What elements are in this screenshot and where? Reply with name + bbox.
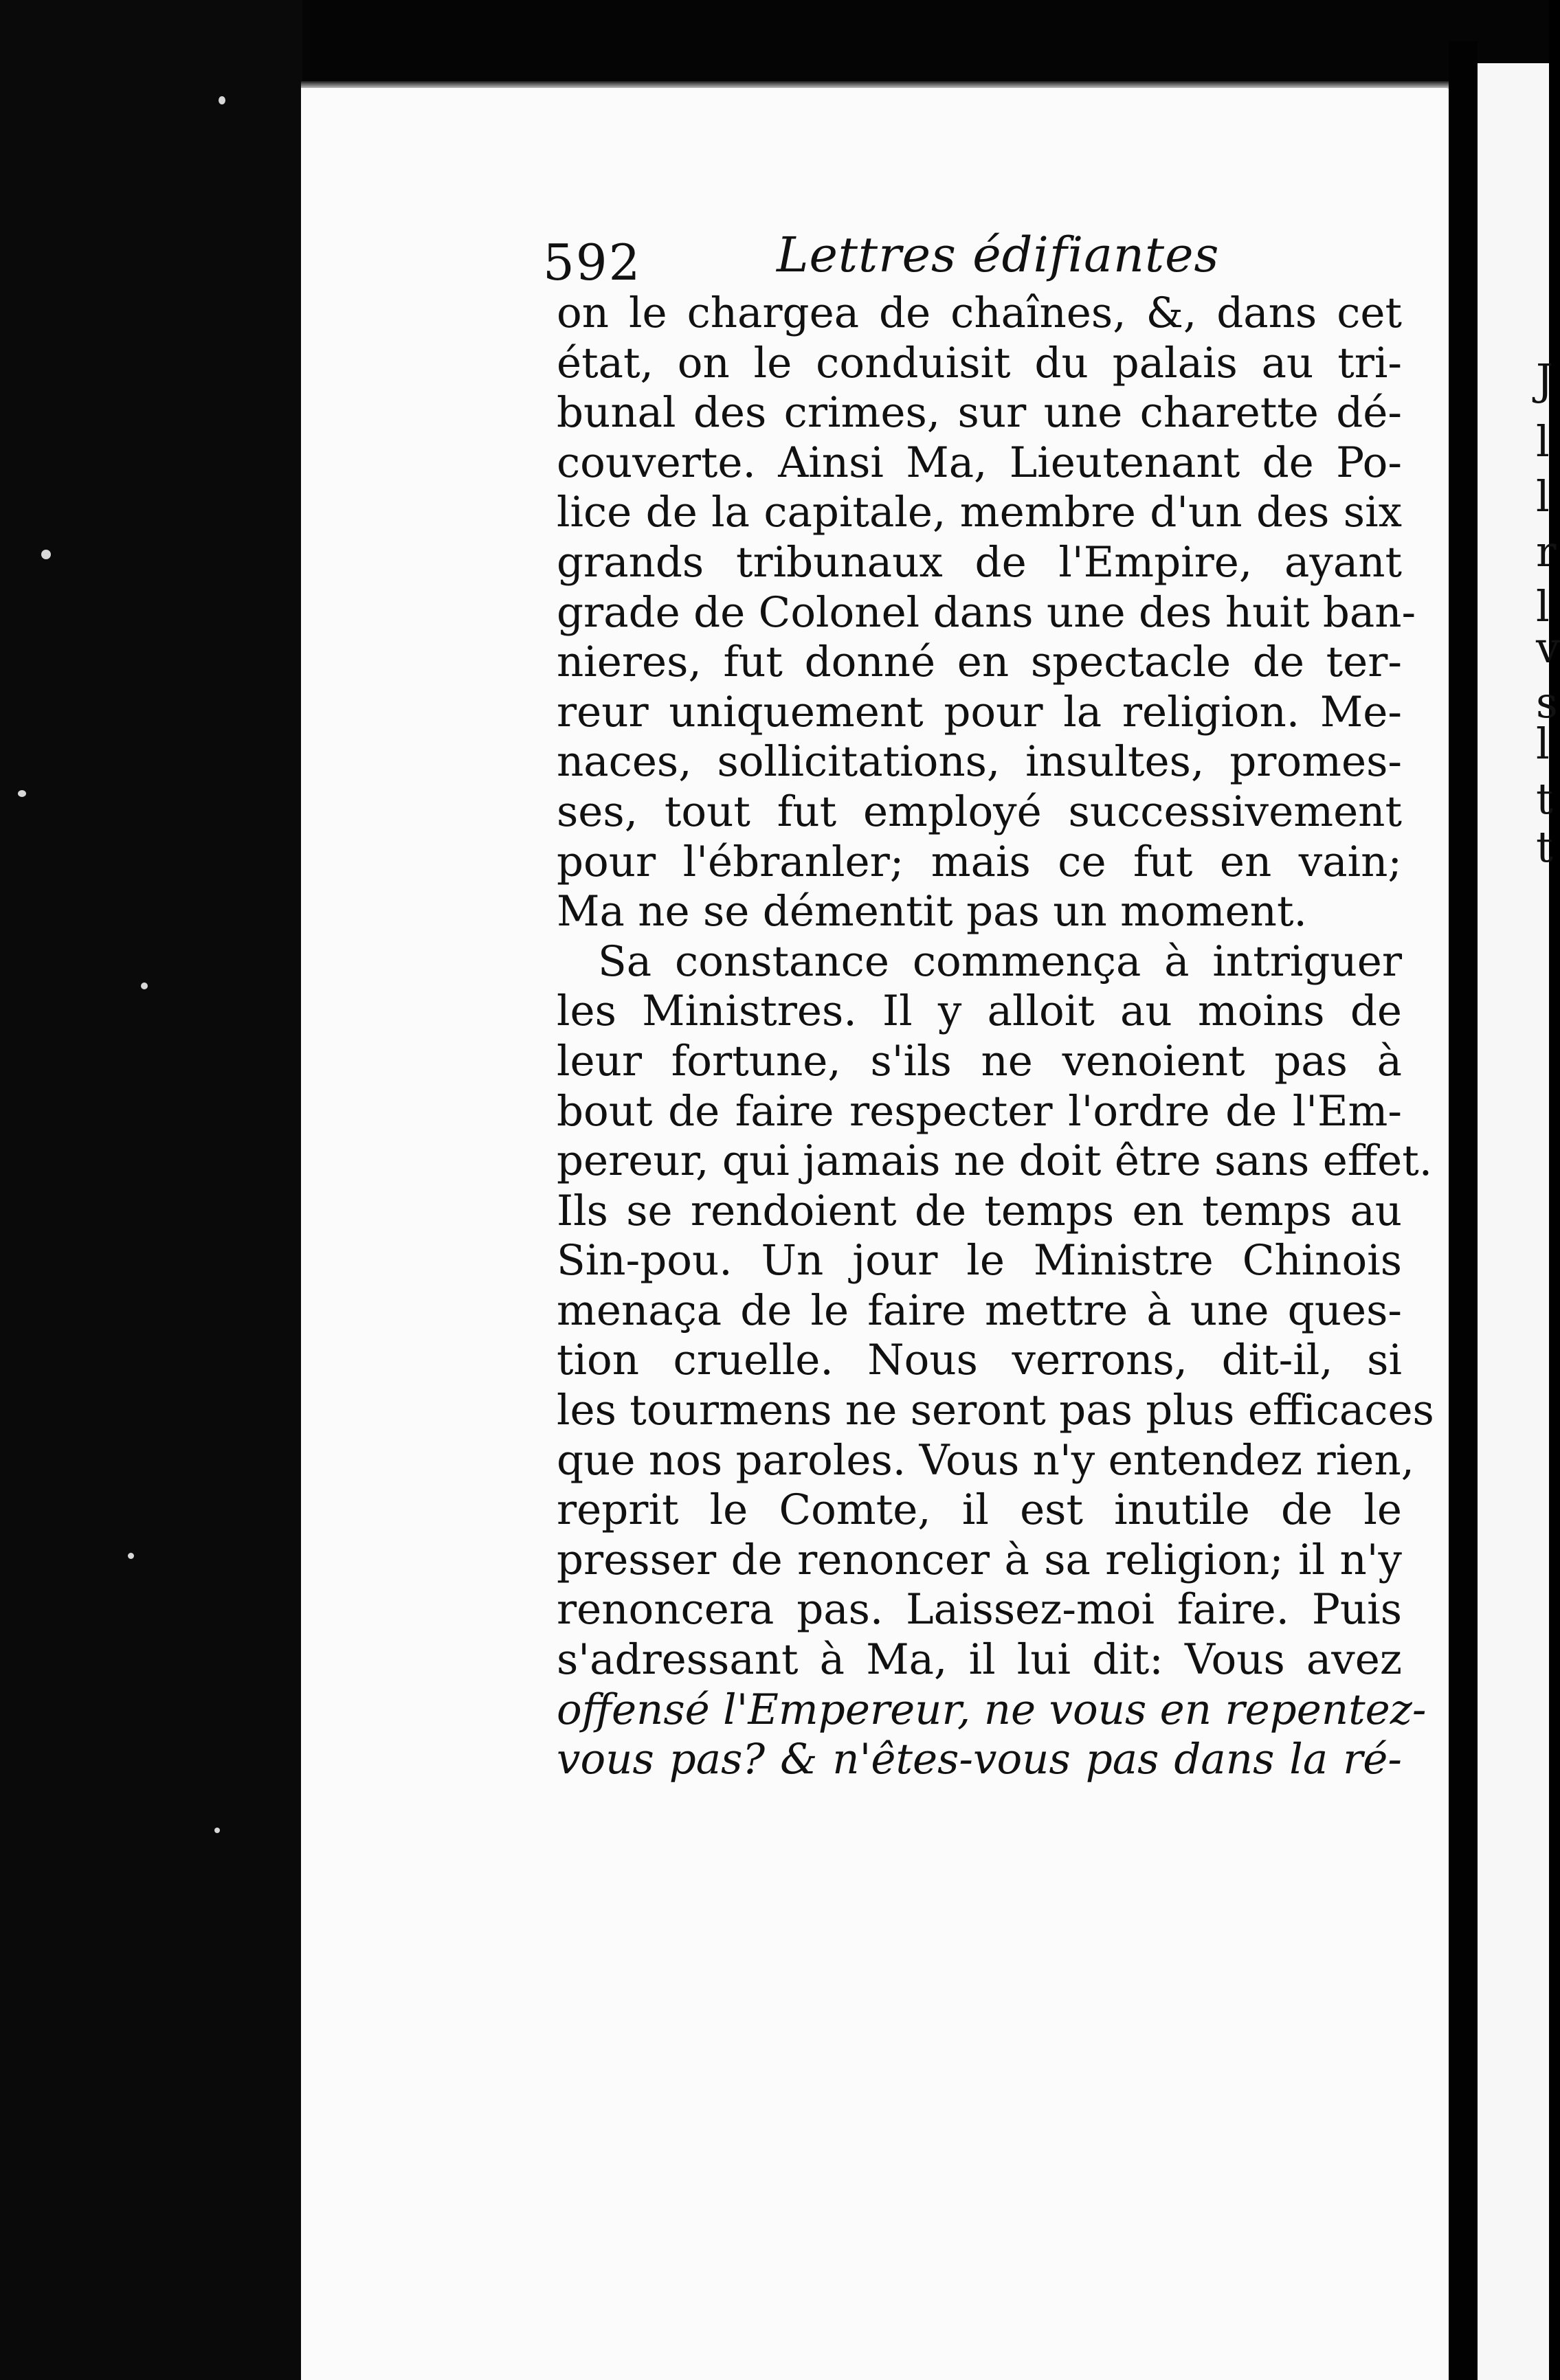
text-line: naces, sollicitations, insultes, promes- xyxy=(557,737,1402,787)
paragraph-start-line: Sa constance commença à intriguer xyxy=(598,936,1402,986)
text-line-italic: vous pas? & n'êtes-vous pas dans la ré- xyxy=(557,1735,1402,1784)
page-number: 592 xyxy=(543,234,642,291)
text-line: ses, tout fut employé successivement xyxy=(557,787,1402,836)
text-line: lice de la capitale, membre d'un des six xyxy=(557,488,1402,537)
text-line: on le chargea de chaînes, &, dans cet xyxy=(557,289,1402,337)
text-line: grade de Colonel dans une des huit ban- xyxy=(557,587,1416,637)
text-line: leur fortune, s'ils ne venoient pas à xyxy=(557,1036,1402,1086)
text-line: que nos paroles. Vous n'y entendez rien, xyxy=(557,1435,1414,1485)
adjacent-page-fragment: v xyxy=(1536,622,1560,673)
adjacent-page-fragment: l xyxy=(1536,471,1550,521)
text-line-italic: offensé l'Empereur, ne vous en repentez- xyxy=(557,1685,1427,1734)
adjacent-page-fragment: J xyxy=(1536,355,1553,405)
adjacent-page-fragment: l xyxy=(1536,416,1550,467)
adjacent-page-fragment: l xyxy=(1536,719,1550,769)
text-line: bout de faire respecter l'ordre de l'Em- xyxy=(557,1086,1402,1136)
adjacent-page-fragment: t xyxy=(1536,822,1553,872)
text-line: nieres, fut donné en spectacle de ter- xyxy=(557,638,1402,687)
text-line: couverte. Ainsi Ma, Lieutenant de Po- xyxy=(557,438,1402,487)
text-line: s'adressant à Ma, il lui dit: Vous avez xyxy=(557,1635,1402,1685)
text-line: reur uniquement pour la religion. Me- xyxy=(557,687,1402,737)
running-title: Lettres édifiantes xyxy=(777,227,1220,283)
text-line: Ils se rendoient de temps en temps au xyxy=(557,1186,1402,1235)
text-line: renoncera pas. Laissez-moi faire. Puis xyxy=(557,1585,1402,1635)
adjacent-page-edge xyxy=(1478,63,1560,2380)
adjacent-page-fragment: t xyxy=(1536,774,1553,824)
book-binding-shadow xyxy=(0,0,302,2380)
page-gutter xyxy=(1449,41,1478,2380)
text-line: les Ministres. Il y alloit au moins de xyxy=(557,987,1402,1036)
text-line: pereur, qui jamais ne doit être sans effet. xyxy=(557,1136,1433,1186)
adjacent-page-fragment: l xyxy=(1536,581,1550,631)
text-line: les tourmens ne seront pas plus efficaces xyxy=(557,1386,1434,1435)
page-header xyxy=(543,227,1436,289)
text-line: bunal des crimes, sur une charette dé- xyxy=(557,388,1402,438)
text-line: grands tribunaux de l'Empire, ayant xyxy=(557,537,1402,587)
text-line: presser de renoncer à sa religion; il n'y xyxy=(557,1535,1402,1584)
text-line: état, on le conduisit du palais au tri- xyxy=(557,338,1402,388)
text-line: pour l'ébranler; mais ce fut en vain; xyxy=(557,837,1402,886)
adjacent-page-fragment: s xyxy=(1536,677,1558,728)
text-line: tion cruelle. Nous verrons, dit-il, si xyxy=(557,1336,1402,1385)
text-line: menaça de le faire mettre à une ques- xyxy=(557,1286,1402,1335)
page-body-text xyxy=(557,289,1434,1785)
text-line: Ma ne se démentit pas un moment. xyxy=(557,887,1307,936)
text-line: Sin-pou. Un jour le Ministre Chinois xyxy=(557,1236,1402,1286)
text-line: reprit le Comte, il est inutile de le xyxy=(557,1485,1402,1535)
adjacent-page-fragment: r xyxy=(1536,526,1557,576)
